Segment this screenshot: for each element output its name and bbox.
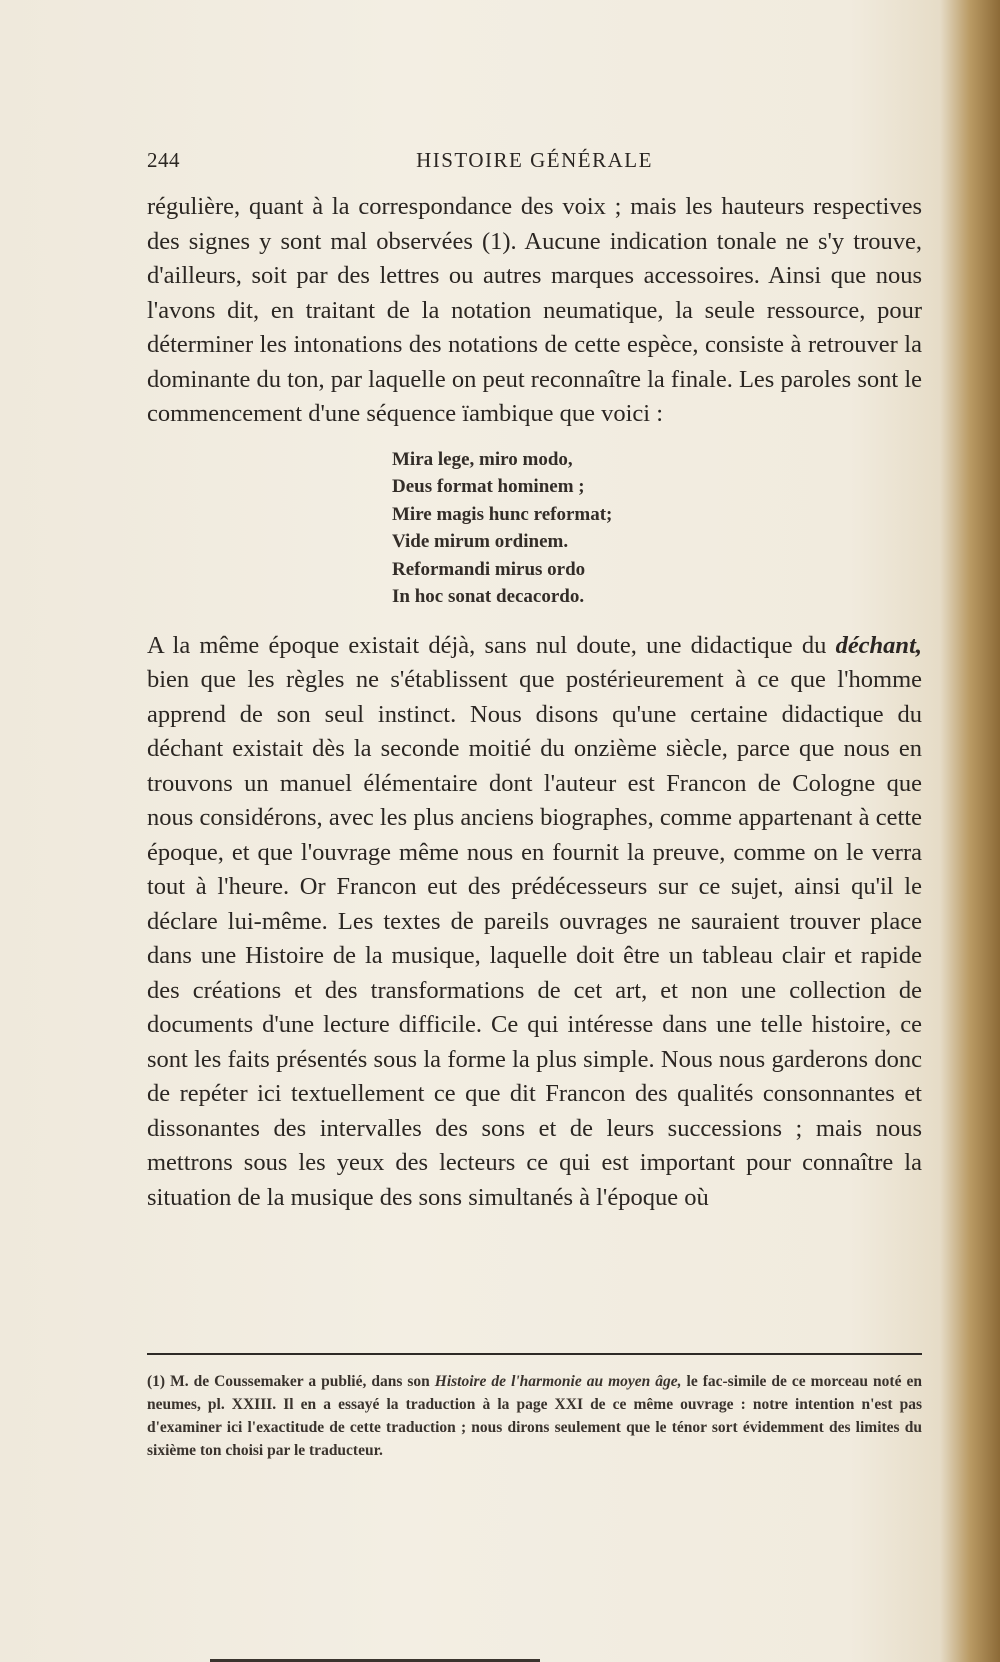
paragraph-2 bbox=[147, 629, 922, 1216]
running-title: HISTOIRE GÉNÉRALE bbox=[416, 148, 653, 172]
verse-line: Mira lege, miro modo, bbox=[392, 448, 573, 470]
paragraph-2-start: A la même époque existait déjà, sans nul doute, une didactique du bbox=[147, 631, 836, 659]
footnote-book-title: Histoire de l'harmonie au moyen âge, bbox=[434, 1373, 682, 1390]
page-number: 244 bbox=[147, 148, 180, 172]
paragraph-1: régulière, quant à la correspondance des voix ; mais les hauteurs respectives des signes y sont mal observées (1). Aucune indication tonale ne s'y trouve, d'ailleurs, soit par des lettres ou autres marques accessoires. Ainsi que nous l'avons dit, en traitant de la notation neumatique, la seule ressource, pour déterminer les intonations des notations de cette espèce, consiste à retrouver la dominante du ton, par laquelle on peut reconnaître la finale. Les paroles sont le commencement d'une séquence ïambique que voici : bbox=[147, 193, 922, 427]
paragraph-2-rest: bien que les règles ne s'établissent que postérieurement à ce que l'homme apprend de son seul instinct. Nous disons qu'une certaine didactique du déchant existait dès la seconde moitié du onzième siècle, parce que nous en trouvons un manuel élémentaire dont l'auteur est Francon de Cologne que nous considérons, avec les plus anciens biographes, comme appartenant à cette époque, et que l'ouvrage même nous en fournit la preuve, comme on le verra tout à l'heure. Or Francon eut des prédécesseurs sur ce sujet, ainsi qu'il le déclare lui-même. Les textes de pareils ouvrages ne sauraient trouver place dans une Histoire de la musique, laquelle doit être un tableau clair et rapide des créations et des transformations de cet art, et non une collection de documents d'une lecture difficile. Ce qui intéresse dans une telle histoire, ce sont les faits présentés sous la forme la plus simple. Nous nous garderons donc de repéter ici textuellement ce que dit Francon des qualités consonnantes et dissonantes des intervalles des sons et de leurs successions ; mais nous mettrons sous les yeux des lecteurs ce qui est important pour connaître la situation de la musique des sons simultanés à l'époque où bbox=[147, 666, 922, 1211]
footnote-rest: le fac-simile de ce morceau noté en neumes, pl. XXIII. Il en a essayé la traduction à la page XXI de ce même ouvrage : notre intention n'est pas d'examiner ici l'exactitude de cette traduction ; nous dirons seulement que le ténor sort évidemment des limites du sixième ton choisi par le traducteur. bbox=[147, 1373, 922, 1459]
main-text bbox=[147, 190, 922, 1215]
page-header bbox=[147, 148, 922, 178]
verse-line: Vide mirum ordinem. bbox=[392, 531, 569, 552]
verse-line: Mire magis hunc reformat; bbox=[392, 503, 613, 525]
verse-quotation bbox=[392, 446, 922, 611]
emphasis-dechant: déchant, bbox=[835, 631, 922, 659]
footnote-divider bbox=[147, 1353, 922, 1355]
verse-line: Reformandi mirus ordo bbox=[392, 558, 586, 580]
verse-line: In hoc sonat decacordo. bbox=[392, 586, 585, 607]
footnote bbox=[147, 1370, 922, 1462]
footnote-start: (1) M. de Coussemaker a publié, dans son bbox=[147, 1373, 435, 1390]
verse-line: Deus format hominem ; bbox=[392, 476, 585, 497]
